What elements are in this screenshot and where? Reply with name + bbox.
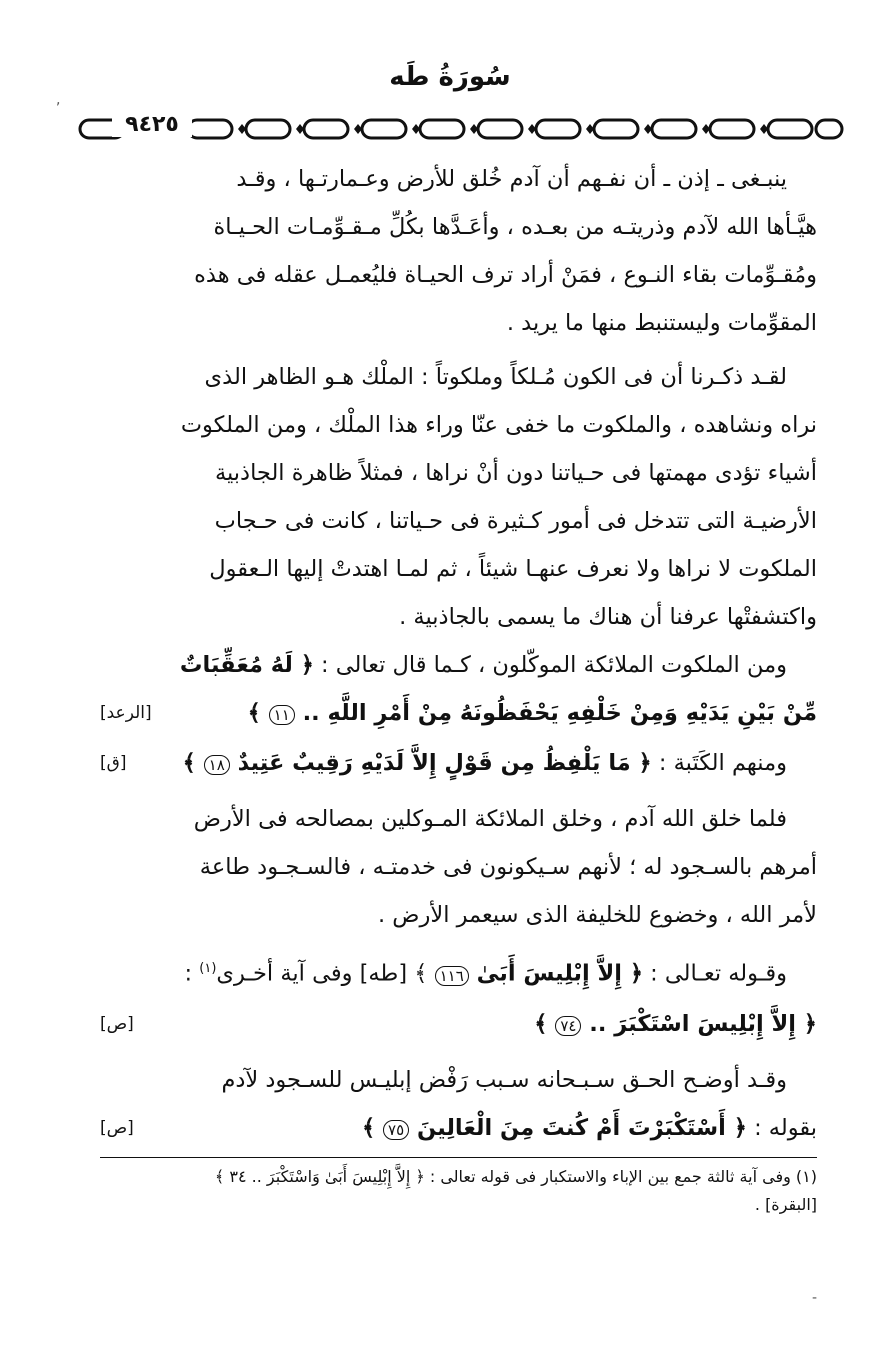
quran-bracket: ﴾ (182, 750, 204, 776)
paragraph-5-line-1: فلما خلق الله آدم ، وخلق الملائكة المـوكلين بمصالحه فى الأرض (193, 806, 787, 832)
paragraph-4-text: ومنهم الكَتَبة : (651, 750, 787, 776)
quran-bracket: ﴾ (362, 1114, 384, 1141)
surah-reference: [ق] (100, 753, 127, 773)
paragraph-5-line-3: لأمر الله ، وخضوع للخليفة الذى سيعمر الأرض . (378, 902, 817, 928)
paragraph-1-line-2: هيَّـأها الله لآدم وذريتـه من بعـده ، وأعَـدَّها بكُلِّ مـقـوِّمـات الحـيـاة (213, 214, 817, 240)
footnote-marker: (١) (199, 961, 217, 976)
paragraph-1-line-1: ينبـغى ـ إذن ـ أن نفـهم أن آدم خُلق للأرض وعـمارتـها ، وقـد (236, 166, 787, 192)
paragraph-6-text: وقـوله تعـالى : (643, 960, 787, 987)
quran-bracket: ﴾ (247, 700, 269, 726)
quran-verse: ﴿ أَسْتَكْبَرْتَ أَمْ كُنتَ مِنَ الْعَالِينَ (409, 1114, 747, 1141)
verse-number: ١١ (269, 705, 295, 725)
surah-title: سُورَةُ طَه (389, 62, 511, 92)
scan-speck: , (56, 92, 61, 108)
paragraph-6-line-2 (100, 1000, 817, 1050)
verse-number: ١٨ (204, 755, 230, 775)
paragraph-2-line-1: لقـد ذكـرنا أن فى الكون مُـلكاً وملكوتاً : الملْك هـو الظاهر الذى (204, 364, 787, 390)
paragraph-2-line-6: واكتشفتْها عرفنا أن هناك ما يسمى بالجاذبية . (399, 604, 817, 630)
quran-verse: مِّنْ بَيْنِ يَدَيْهِ وَمِنْ خَلْفِهِ يَحْفَظُونَهُ مِنْ أَمْرِ اللَّهِ .. (294, 700, 817, 726)
footnote (100, 1163, 817, 1219)
quran-verse: ﴿ إِلاَّ إِبْلِيسَ أَبَىٰ (468, 960, 644, 987)
paragraph-1-line-4: المقوِّمات وليستنبط منها ما يريد . (506, 310, 817, 336)
paragraph-6-rest: ﴾ [طه] وفى آية أخـرى (216, 960, 435, 987)
paragraph-3-text: ومن الملكوت الملائكة الموكّلون ، كـما قال تعالى : (313, 652, 787, 678)
paragraph-3-line-2 (100, 689, 817, 739)
quran-bracket: ﴾ (534, 1010, 556, 1037)
surah-reference: [ص] (100, 1117, 134, 1138)
quran-verse: ﴿ لَهُ مُعَقِّبَاتٌ (179, 652, 314, 678)
paragraph-1-line-3: ومُقـوِّمات بقاء النـوع ، فمَنْ أراد ترف الحيـاة فليُعمـل عقله فى هذه (194, 262, 817, 288)
paragraph-7-line-2 (100, 1104, 817, 1154)
quran-verse: ﴿ إِلاَّ إِبْلِيسَ اسْتَكْبَرَ .. (581, 1010, 817, 1037)
paragraph-2-line-2: نراه ونشاهده ، والملكوت ما خفى عنّا وراء هذا الملْك ، ومن الملكوت (180, 412, 817, 438)
verse-number: ٧٤ (555, 1016, 581, 1036)
paragraph-2-line-4: الأرضيـة التى تتدخل فى أمور كـثيرة فى حـياتنا ، كانت فى حـجاب (214, 508, 817, 534)
main-text (100, 155, 817, 1154)
colon: : (184, 960, 200, 987)
surah-reference: [الرعد] (100, 703, 152, 723)
paragraph-6-line-1 (100, 945, 817, 1000)
quran-verse: ﴿ مَا يَلْفِظُ مِن قَوْلٍ إِلاَّ لَدَيْهِ رَقِيبٌ عَتِيدٌ (229, 750, 652, 776)
verse-number: ١١٦ (435, 966, 469, 986)
verse-number: ٧٥ (383, 1120, 409, 1140)
scan-speck: - (812, 1290, 818, 1306)
paragraph-5-line-2: أمرهم بالسـجود له ؛ لأنهم سـيكونون فى خدمتـه ، فالسـجـود طاعة (199, 854, 817, 880)
paragraph-2-line-3: أشياء تؤدى مهمتها فى حـياتنا دون أنْ نراها ، فمثلاً ظاهرة الجاذبية (214, 460, 817, 486)
footnote-line-1: (١) وفى آية ثالثة جمع بين الإباء والاستكبار فى قوله تعالى : ﴿ إِلاَّ إِبْلِيسَ أَبَىٰ وَاسْتَكْبَرَ .. ٣٤ ﴾ (214, 1167, 817, 1186)
paragraph-3-line-1 (100, 641, 817, 689)
footnote-line-2: [البقرة] . (754, 1195, 817, 1214)
paragraph-2-line-5: الملكوت لا نراها ولا نعرف عنهـا شيئاً ، ثم لمـا اهتدتْ إليها الـعقول (209, 556, 817, 582)
paragraph-7-line-1: وقـد أوضـح الحـق سـبـحانه سـبب رَفْض إبليـس للسـجود لآدم (221, 1066, 787, 1093)
page-number: ٩٤٢٥ (112, 112, 192, 137)
paragraph-4-line (100, 739, 817, 789)
surah-reference: [ص] (100, 1013, 134, 1034)
footnote-divider (100, 1157, 817, 1158)
paragraph-7-text: بقوله : (746, 1114, 817, 1141)
